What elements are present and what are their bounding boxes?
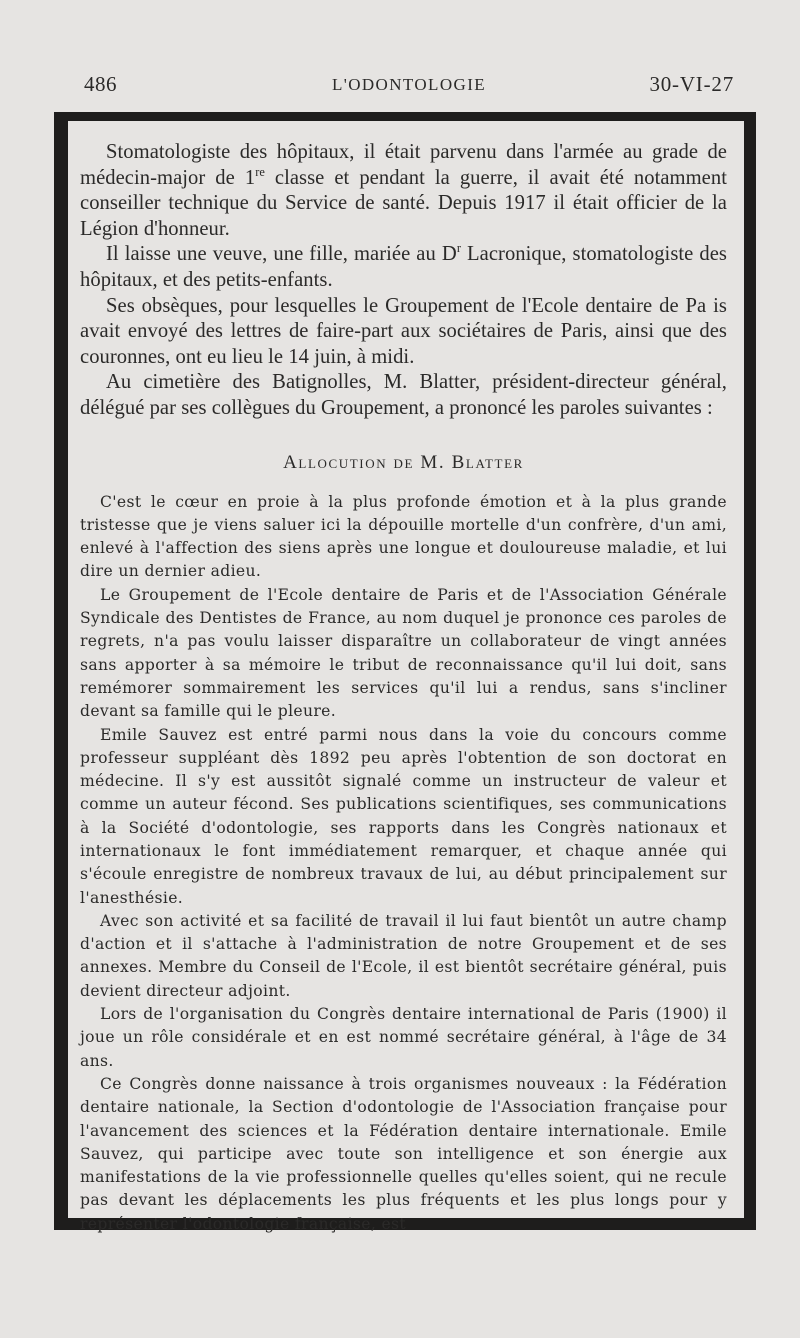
page-number: 486	[84, 72, 117, 96]
article-body	[80, 140, 727, 1236]
speech-paragraph: Ce Congrès donne naissance à trois organismes nouveaux : la Fédération dentaire nationale, la Section d'odontologie de l'Association française pour l'avancement des sciences et la Fédération dentaire internationale. Emile Sauvez, qui participe avec toute son intelligence et son énergie aux manifestations de la vie professionnelle quelles qu'elles soient, qui ne recule pas devant les déplacements les plus fréquents et les plus longs pour y représenter l'odontologie française, est	[80, 1074, 727, 1233]
issue-date: 30-VI-27	[649, 72, 734, 96]
intro-paragraph: Il laisse une veuve, une fille, mariée au $D^r$ Lacronique, stomatologiste des hôpitaux, et des petits-enfants.	[80, 241, 727, 291]
intro-paragraph: Stomatologiste des hôpitaux, il était parvenu dans l'armée au grade de médecin-major de 1re classe et pendant la guerre, il avait été notamment conseiller technique du Service de santé. Depuis 1917 il était officier de la Légion d'honneur.	[80, 141, 727, 240]
speech-paragraph: Lors de l'organisation du Congrès dentaire international de Paris (1900) il joue un rôle considérale et en est nommé secrétaire général, à l'âge de 34 ans.	[80, 1005, 727, 1070]
speech-paragraph: Avec son activité et sa facilité de travail il lui faut bientôt un autre champ d'action et il s'attache à l'administration de notre Groupement et de ses annexes. Membre du Conseil de l'Ecole, il est bientôt secrétaire général, puis devient directeur adjoint.	[80, 911, 727, 1000]
running-title: L'ODONTOLOGIE	[331, 75, 487, 94]
speech-text	[80, 491, 727, 1237]
obituary-intro	[80, 140, 727, 422]
speech-paragraph: C'est le cœur en proie à la plus profonde émotion et à la plus grande tristesse que je viens saluer ici la dépouille mortelle d'un confrère, d'un ami, enlevé à l'affection des siens après une longue et douloureuse maladie, et lui dire un dernier adieu.	[80, 492, 727, 581]
page-header	[84, 72, 734, 102]
speech-paragraph: Le Groupement de l'Ecole dentaire de Paris et de l'Association Générale Syndicale des Dentistes de France, au nom duquel je prononce ces paroles de regrets, n'a pas voulu laisser disparaître un collaborateur de vingt années sans apporter à sa mémoire le tribut de reconnaissance qu'il lui doit, sans remémorer sommairement les services qu'il lui a rendus, sans s'incliner devant sa famille qui le pleure.	[80, 585, 727, 721]
intro-paragraph: Ses obsèques, pour lesquelles le Groupement de l'Ecole dentaire de Pa is avait envoyé des lettres de faire-part aux sociétaires de Paris, ainsi que des couronnes, ont eu lieu le 14 juin, à midi.	[80, 294, 727, 368]
intro-paragraph: Au cimetière des Batignolles, M. Blatter, président-directeur général, délégué par ses collègues du Groupement, a prononcé les paroles suivantes :	[80, 371, 727, 419]
speech-paragraph: Emile Sauvez est entré parmi nous dans la voie du concours comme professeur suppléant dès 1892 peu après l'obtention de son doctorat en médecine. Il s'y est aussitôt signalé comme un instructeur de valeur et comme un auteur fécond. Ses publications scientifiques, ses communications à la Société d'odontologie, ses rapports dans les Congrès nationaux et internationaux le font immédiatement remarquer, et chaque année qui s'écoule enregistre de nombreux travaux de lui, au début principalement sur l'anesthésie.	[80, 725, 727, 907]
speech-heading: Allocution de M. Blatter	[283, 451, 524, 473]
